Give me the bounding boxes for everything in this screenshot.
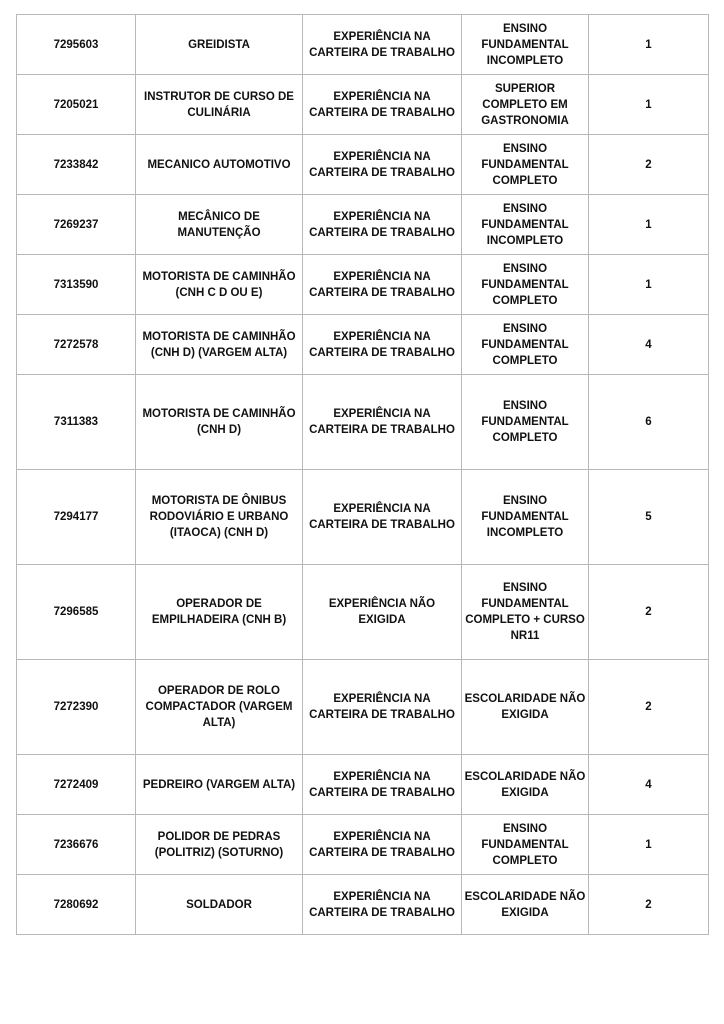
vacancy-code: 7272578 (17, 315, 136, 375)
education-requirement: ENSINO FUNDAMENTAL COMPLETO + CURSO NR11 (462, 565, 589, 660)
vacancy-code: 7296585 (17, 565, 136, 660)
experience-requirement: EXPERIÊNCIA NA CARTEIRA DE TRABALHO (303, 315, 462, 375)
experience-requirement: EXPERIÊNCIA NA CARTEIRA DE TRABALHO (303, 75, 462, 135)
vacancy-count: 1 (589, 255, 709, 315)
vacancy-code: 7272409 (17, 755, 136, 815)
vacancy-code: 7295603 (17, 15, 136, 75)
table-row (17, 815, 709, 875)
job-title: OPERADOR DE ROLO COMPACTADOR (VARGEM ALTA) (136, 660, 303, 755)
vacancy-count: 1 (589, 195, 709, 255)
experience-requirement: EXPERIÊNCIA NÃO EXIGIDA (303, 565, 462, 660)
education-requirement: ENSINO FUNDAMENTAL COMPLETO (462, 375, 589, 470)
experience-requirement: EXPERIÊNCIA NA CARTEIRA DE TRABALHO (303, 255, 462, 315)
experience-requirement: EXPERIÊNCIA NA CARTEIRA DE TRABALHO (303, 815, 462, 875)
education-requirement: SUPERIOR COMPLETO EM GASTRONOMIA (462, 75, 589, 135)
table-row (17, 875, 709, 935)
vacancy-count: 1 (589, 815, 709, 875)
education-requirement: ENSINO FUNDAMENTAL COMPLETO (462, 135, 589, 195)
vacancy-count: 1 (589, 75, 709, 135)
experience-requirement: EXPERIÊNCIA NA CARTEIRA DE TRABALHO (303, 135, 462, 195)
education-requirement: ESCOLARIDADE NÃO EXIGIDA (462, 660, 589, 755)
job-title: MOTORISTA DE CAMINHÃO (CNH D) (VARGEM ALTA) (136, 315, 303, 375)
table-row (17, 660, 709, 755)
table-row (17, 255, 709, 315)
vacancy-code: 7205021 (17, 75, 136, 135)
job-title: PEDREIRO (VARGEM ALTA) (136, 755, 303, 815)
job-title: OPERADOR DE EMPILHADEIRA (CNH B) (136, 565, 303, 660)
job-title: MECÂNICO DE MANUTENÇÃO (136, 195, 303, 255)
job-title: SOLDADOR (136, 875, 303, 935)
education-requirement: ESCOLARIDADE NÃO EXIGIDA (462, 875, 589, 935)
job-title: MOTORISTA DE ÔNIBUS RODOVIÁRIO E URBANO (ITAOCA) (CNH D) (136, 470, 303, 565)
table-row (17, 375, 709, 470)
vacancy-code: 7272390 (17, 660, 136, 755)
table-row (17, 15, 709, 75)
job-title: POLIDOR DE PEDRAS (POLITRIZ) (SOTURNO) (136, 815, 303, 875)
experience-requirement: EXPERIÊNCIA NA CARTEIRA DE TRABALHO (303, 470, 462, 565)
education-requirement: ENSINO FUNDAMENTAL COMPLETO (462, 815, 589, 875)
education-requirement: ENSINO FUNDAMENTAL INCOMPLETO (462, 15, 589, 75)
job-title: GREIDISTA (136, 15, 303, 75)
vacancy-code: 7311383 (17, 375, 136, 470)
experience-requirement: EXPERIÊNCIA NA CARTEIRA DE TRABALHO (303, 195, 462, 255)
table-row (17, 755, 709, 815)
experience-requirement: EXPERIÊNCIA NA CARTEIRA DE TRABALHO (303, 375, 462, 470)
table-row (17, 315, 709, 375)
vacancy-code: 7280692 (17, 875, 136, 935)
vacancy-code: 7313590 (17, 255, 136, 315)
vacancy-count: 2 (589, 660, 709, 755)
education-requirement: ENSINO FUNDAMENTAL INCOMPLETO (462, 470, 589, 565)
job-title: MOTORISTA DE CAMINHÃO (CNH C D OU E) (136, 255, 303, 315)
vacancy-code: 7269237 (17, 195, 136, 255)
job-title: MECANICO AUTOMOTIVO (136, 135, 303, 195)
education-requirement: ENSINO FUNDAMENTAL INCOMPLETO (462, 195, 589, 255)
vacancy-count: 2 (589, 565, 709, 660)
education-requirement: ESCOLARIDADE NÃO EXIGIDA (462, 755, 589, 815)
experience-requirement: EXPERIÊNCIA NA CARTEIRA DE TRABALHO (303, 660, 462, 755)
table-row (17, 75, 709, 135)
job-title: INSTRUTOR DE CURSO DE CULINÁRIA (136, 75, 303, 135)
table-row (17, 565, 709, 660)
table-row (17, 135, 709, 195)
vacancy-count: 1 (589, 15, 709, 75)
table-row (17, 470, 709, 565)
education-requirement: ENSINO FUNDAMENTAL COMPLETO (462, 255, 589, 315)
education-requirement: ENSINO FUNDAMENTAL COMPLETO (462, 315, 589, 375)
vacancy-count: 4 (589, 315, 709, 375)
experience-requirement: EXPERIÊNCIA NA CARTEIRA DE TRABALHO (303, 755, 462, 815)
vacancy-code: 7233842 (17, 135, 136, 195)
vacancy-code: 7294177 (17, 470, 136, 565)
vacancy-code: 7236676 (17, 815, 136, 875)
vacancy-count: 4 (589, 755, 709, 815)
vacancy-count: 2 (589, 875, 709, 935)
vacancy-count: 5 (589, 470, 709, 565)
vacancy-count: 6 (589, 375, 709, 470)
experience-requirement: EXPERIÊNCIA NA CARTEIRA DE TRABALHO (303, 875, 462, 935)
table-row (17, 195, 709, 255)
vacancy-count: 2 (589, 135, 709, 195)
job-vacancies-table (16, 14, 709, 935)
job-title: MOTORISTA DE CAMINHÃO (CNH D) (136, 375, 303, 470)
experience-requirement: EXPERIÊNCIA NA CARTEIRA DE TRABALHO (303, 15, 462, 75)
